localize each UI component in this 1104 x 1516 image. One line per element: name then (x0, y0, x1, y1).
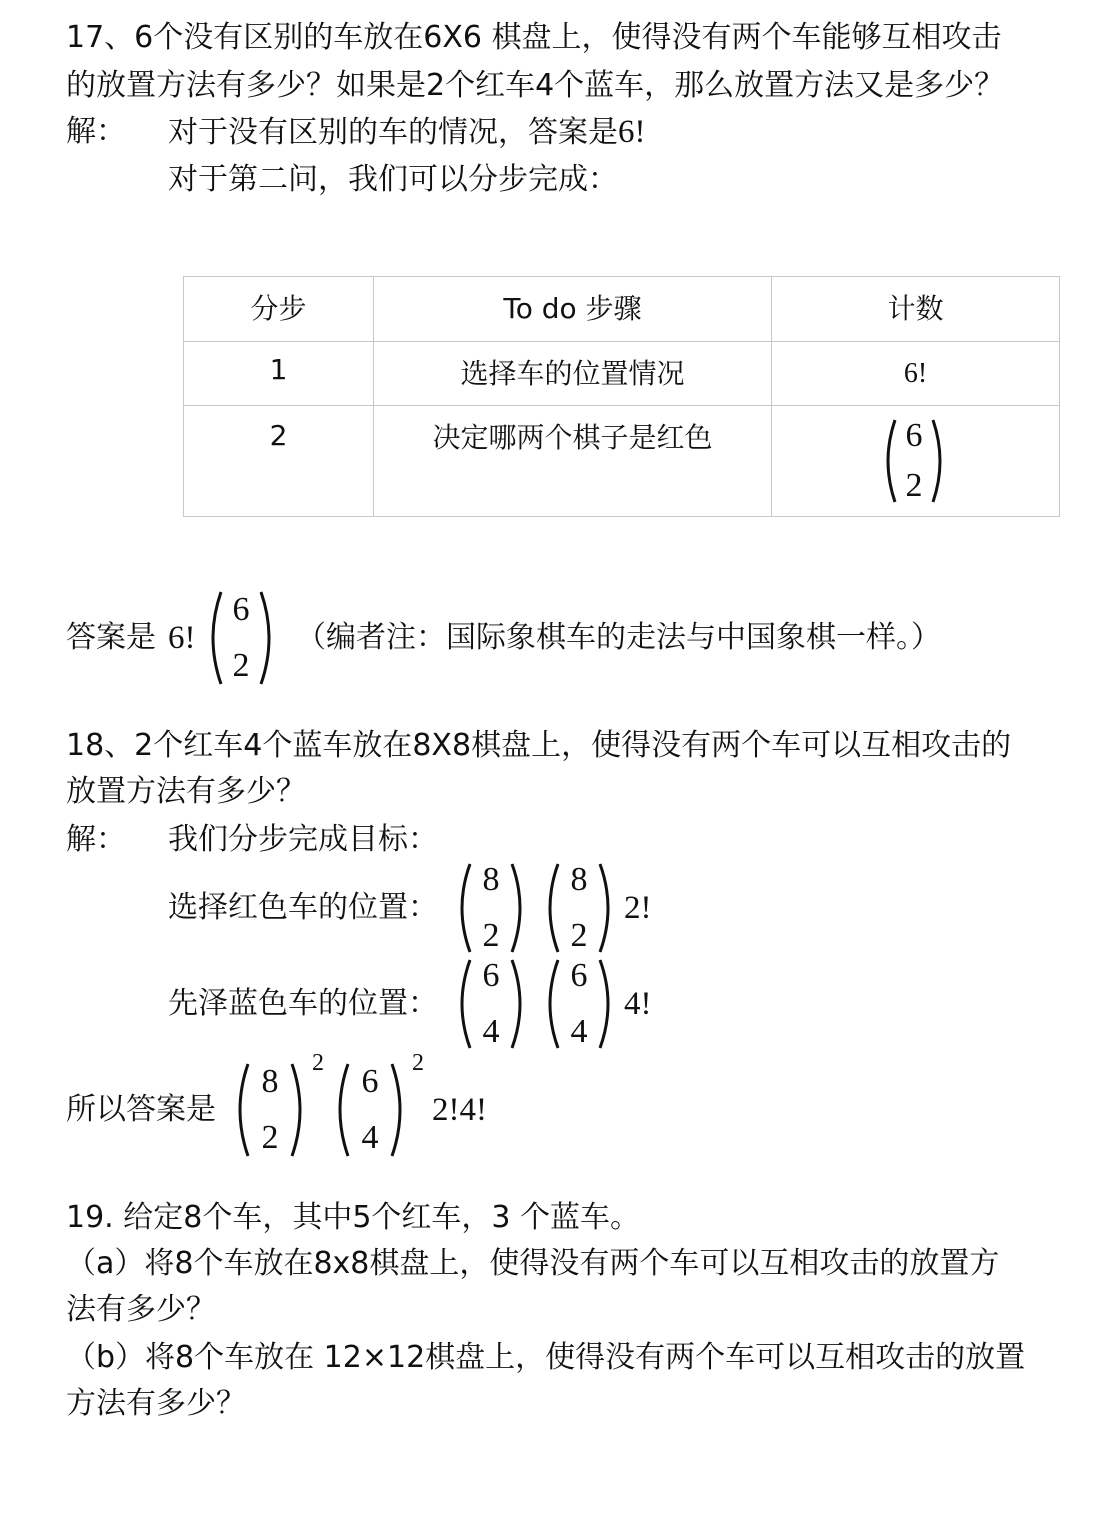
solution-18-line-1: 我们分步完成目标： (168, 822, 438, 857)
table-cell-count-binomial (882, 418, 946, 504)
problem-19-line-1: 19. 给定8个车，其中5个红车，3 个蓝车。 (66, 1200, 641, 1235)
problem-17-line-1: 17、6个没有区别的车放在6X6 棋盘上，使得没有两个车能够互相攻击 (66, 20, 1002, 55)
binomial-bottom: 4 (570, 1013, 588, 1050)
problem-19a-line-1: （a）将8个车放在8x8棋盘上，使得没有两个车可以互相攻击的放置方 (66, 1246, 1000, 1281)
solution-17-line-1 (168, 112, 646, 153)
table-row-divider (183, 405, 1060, 406)
binomial-bottom: 2 (570, 917, 588, 954)
blue-binomial-1 (456, 958, 526, 1050)
binomial-bottom: 2 (232, 647, 250, 684)
binomial-bottom: 2 (482, 917, 500, 954)
answer-17-binomial (207, 590, 275, 686)
binomial-top: 6 (570, 957, 588, 994)
problem-18-line-2: 放置方法有多少？ (66, 774, 306, 809)
table-cell-step: 1 (269, 353, 288, 386)
red-rooks-label: 选择红色车的位置： (168, 890, 438, 925)
table-header-count: 计数 (887, 292, 944, 325)
table-cell-todo: 选择车的位置情况 (460, 357, 685, 390)
solution-17-line-2: 对于第二问，我们可以分步完成： (168, 162, 618, 197)
binomial-top: 8 (261, 1063, 279, 1100)
binomial-top: 6 (232, 591, 250, 628)
problem-17-line-2: 的放置方法有多少？如果是2个红车4个蓝车，那么放置方法又是多少？ (66, 68, 1005, 103)
binomial-top: 6 (905, 417, 923, 454)
answer-18-prefix: 所以答案是 (66, 1092, 216, 1127)
binomial-top: 8 (570, 861, 588, 898)
red-factorial: 2! (624, 890, 652, 926)
problem-19a-line-2: 法有多少？ (66, 1292, 216, 1327)
table-border-top (183, 276, 1060, 277)
exponent: 2 (412, 1050, 424, 1076)
red-binomial-2 (544, 862, 614, 954)
table-cell-step: 2 (269, 419, 288, 452)
problem-19b-line-2: 方法有多少？ (66, 1386, 246, 1421)
binomial-bottom: 4 (361, 1119, 379, 1156)
answer-18-factorials: 2!4! (432, 1092, 487, 1128)
problem-19b-line-1: （b）将8个车放在 12×12棋盘上，使得没有两个车可以互相攻击的放置 (66, 1340, 1026, 1375)
editor-note: （编者注：国际象棋车的走法与中国象棋一样。） (296, 620, 941, 655)
answer-17-factorial: 6! (168, 620, 196, 656)
binomial-bottom: 2 (261, 1119, 279, 1156)
problem-18-line-1: 18、2个红车4个蓝车放在8X8棋盘上，使得没有两个车可以互相攻击的 (66, 728, 1012, 763)
exponent: 2 (312, 1050, 324, 1076)
solution-label: 解： (66, 114, 126, 149)
solution-17-text: 对于没有区别的车的情况，答案是 (168, 115, 618, 150)
binomial-top: 6 (482, 957, 500, 994)
binomial-bottom: 4 (482, 1013, 500, 1050)
blue-binomial-2 (544, 958, 614, 1050)
answer-binomial-1 (234, 1062, 306, 1158)
table-cell-count: 6! (903, 358, 928, 389)
binomial-top: 8 (482, 861, 500, 898)
factorial-6: 6! (618, 114, 646, 150)
answer-17-prefix: 答案是 (66, 620, 156, 655)
table-border-bottom (183, 516, 1060, 517)
table-row-divider (183, 341, 1060, 342)
answer-binomial-2 (334, 1062, 406, 1158)
blue-rooks-label: 先泽蓝色车的位置： (168, 986, 438, 1021)
blue-factorial: 4! (624, 986, 652, 1022)
table-header-todo: To do 步骤 (503, 292, 642, 325)
solution-label: 解： (66, 822, 126, 857)
table-cell-todo: 决定哪两个棋子是红色 (432, 421, 713, 454)
table-header-step: 分步 (250, 292, 307, 325)
red-binomial-1 (456, 862, 526, 954)
table-border-right (1059, 276, 1060, 517)
binomial-bottom: 2 (905, 467, 923, 504)
binomial-top: 6 (361, 1063, 379, 1100)
